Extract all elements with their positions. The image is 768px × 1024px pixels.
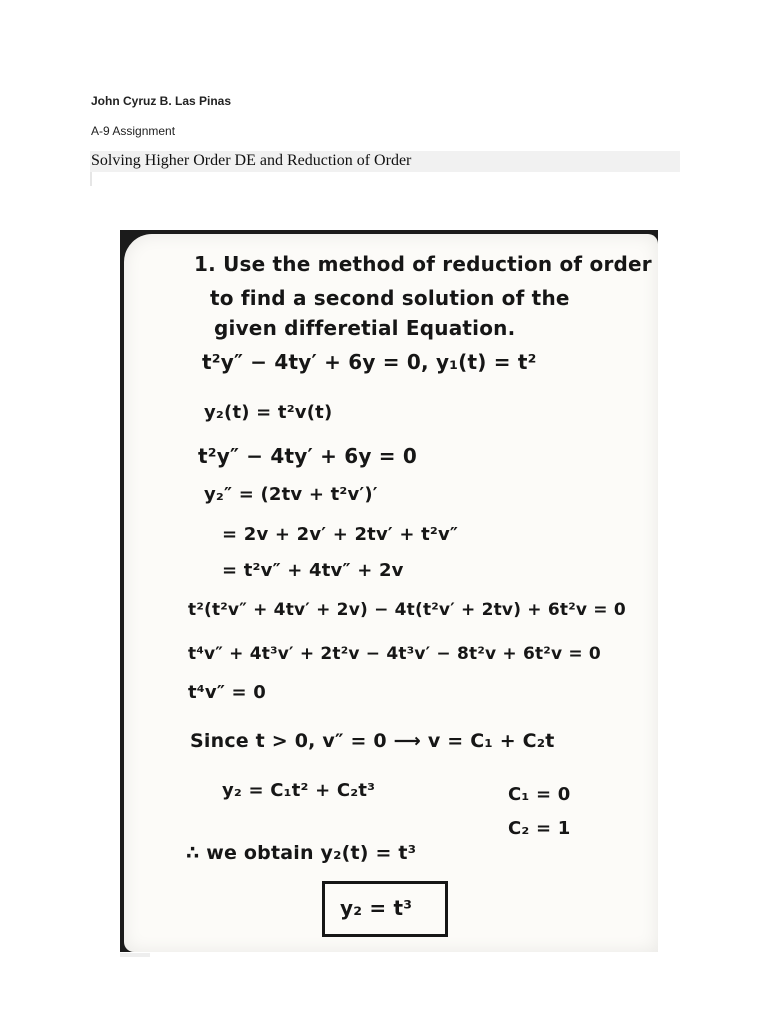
problem-line-3: given differetial Equation. [214, 316, 516, 340]
conclusion-line: ∴ we obtain y₂(t) = t³ [186, 842, 417, 864]
problem-line-2: to find a second solution of the [210, 286, 570, 310]
expansion-1: = 2v + 2v′ + 2tv′ + t²v″ [222, 524, 459, 545]
substitution: y₂(t) = t²v(t) [204, 402, 333, 423]
handwritten-photo [120, 230, 658, 952]
given-equation: t²y″ − 4ty′ + 6y = 0, y₁(t) = t² [202, 350, 537, 374]
document-title: Solving Higher Order DE and Reduction of Order [91, 152, 412, 169]
expanded-equation: t⁴v″ + 4t³v′ + 2t²v − 4t³v′ − 8t²v + 6t²v = 0 [188, 644, 601, 664]
solution-for-v: Since t > 0, v″ = 0 ⟶ v = C₁ + C₂t [190, 730, 555, 752]
problem-line-1: 1. Use the method of reduction of order [194, 252, 652, 276]
reduced-equation: t⁴v″ = 0 [188, 682, 267, 703]
expansion-2: = t²v″ + 4tv″ + 2v [222, 560, 404, 581]
equation-restated: t²y″ − 4ty′ + 6y = 0 [198, 444, 417, 468]
title-band-edge [90, 172, 92, 186]
final-answer: y₂ = t³ [340, 896, 413, 920]
constant-c1: C₁ = 0 [508, 784, 571, 805]
general-y2: y₂ = C₁t² + C₂t³ [222, 780, 376, 801]
second-derivative: y₂″ = (2tv + t²v′)′ [204, 484, 378, 505]
substituted-equation: t²(t²v″ + 4tv′ + 2v) − 4t(t²v′ + 2tv) + 6t²v = 0 [188, 600, 626, 620]
author-name: John Cyruz B. Las Pinas [91, 94, 232, 108]
photo-footer-mark [120, 953, 150, 957]
constant-c2: C₂ = 1 [508, 818, 571, 839]
assignment-label: A-9 Assignment [91, 124, 176, 138]
paper-sheet [124, 234, 658, 952]
